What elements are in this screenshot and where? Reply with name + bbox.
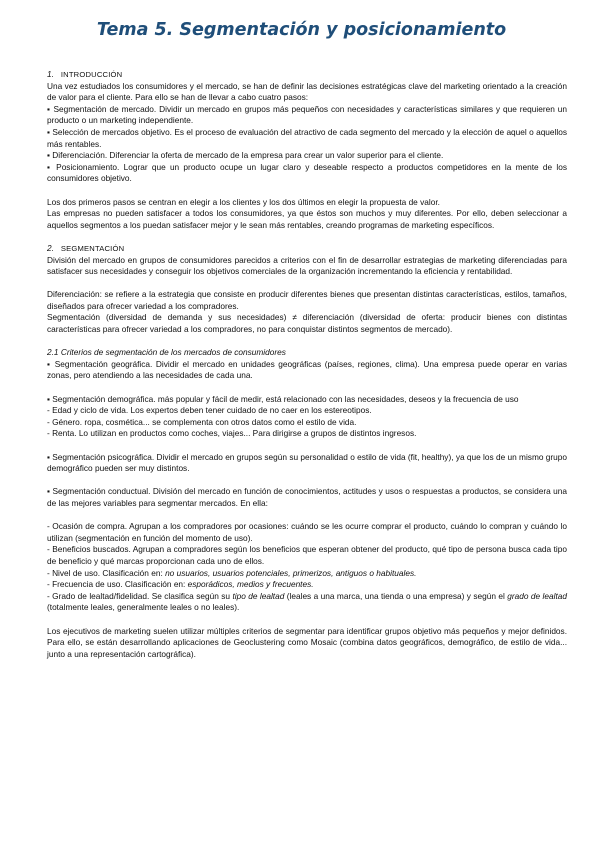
- section-heading-segmentacion: [47, 243, 567, 255]
- segmentacion-definition: División del mercado en grupos de consumidores parecidos a criterios con el fin de desarrollar estrategias de marketing diferenciadas para satisfacer sus necesidades y conseguir los objetivos comerciales de la organización incrementando la eficiencia y rentabilidad.: [47, 254, 567, 277]
- demo-item-renta: - Renta. Lo utilizan en productos como coches, viajes... Para dirigirse a grupos de distintos ingresos.: [47, 428, 417, 439]
- spacer: [47, 382, 567, 394]
- cond-item-frecuencia: [47, 579, 567, 591]
- spacer: [47, 185, 567, 197]
- cond-item-beneficios: - Beneficios buscados. Agrupan a compradores según los beneficios que esperan obtener del producto, qué tipo de persona busca cada tipo de beneficio y qué marcas proporcionan cada uno de ellos.: [47, 544, 567, 566]
- segmentacion-vs-diferenciacion: Segmentación (diversidad de demanda y sus necesidades) ≠ diferenciación (diversidad de oferta: producir bienes con distintas características para ofrecer variedad a los compradores, no para conquistar distintos segmentos de mercado).: [47, 312, 567, 335]
- bullet-posicionamiento: ▪ Posicionamiento. Lograr que un producto ocupe un lugar claro y deseable respecto a productos competidores en la mente de los consumidores objetivo.: [47, 161, 567, 184]
- document-title: Tema 5. Segmentación y posicionamiento: [96, 20, 507, 40]
- cond-label: - Frecuencia de uso. Clasificación en:: [47, 579, 188, 590]
- section-number: 2.: [47, 242, 54, 253]
- spacer: [47, 510, 567, 522]
- cond-item-lealtad: [47, 591, 567, 614]
- final-paragraph: Los ejecutivos de marketing suelen utilizar múltiples criterios de segmentar para identificar grupos objetivo más pequeños y mejor definidos. Para ello, se están desarrollando aplicaciones de Geoclustering como Mosaic (combina datos geográficos, demográfico, de estilo de vida... junto a una representación cartográfica).: [47, 625, 567, 659]
- cond-text: (totalmente leales, generalmente leales o no leales).: [47, 602, 240, 613]
- bullet-conductual: ▪ Segmentación conductual. División del mercado en función de conocimientos, actitudes y usos o respuestas a productos, se considera una de las mejores variables para segmentar mercados. En ella:: [47, 486, 567, 508]
- demo-item-genero: - Género. ropa, cosmética... se complementa con otros datos como el estilo de vida.: [47, 416, 357, 427]
- demo-item-edad: - Edad y ciclo de vida. Los expertos deben tener cuidado de no caer en los estereotipos.: [47, 405, 372, 416]
- bullet-diferenciacion: ▪ Diferenciación. Diferenciar la oferta de mercado de la empresa para crear un valor superior para el cliente.: [47, 150, 444, 161]
- paragraph-empresas: Las empresas no pueden satisfacer a todos los consumidores, ya que éstos son muchos y muy diferentes. Por ello, deben seleccionar a aquellos segmentos a los puedan satisfacer mejor y le sean más rentables, creando programas de marketing específicos.: [47, 208, 567, 230]
- bullet-psicografica: ▪ Segmentación psicográfica. Dividir el mercado en grupos según su personalidad o estilo de vida (fit, healthy), ya que los de un mismo grupo demográfico pueden ser muy distintos.: [47, 451, 567, 474]
- spacer: [47, 231, 567, 243]
- cond-label: - Nivel de uso. Clasificación en:: [47, 567, 166, 578]
- paragraph-pasos: Los dos primeros pasos se centran en elegir a los clientes y los dos últimos en elegir la propuesta de valor.: [47, 196, 440, 207]
- bullet-geografica: ▪ Segmentación geográfica. Dividir el mercado en unidades geográficas (países, regiones, clima). Una empresa puede operar en varias zonas, pero atendiendo a las necesidades de cada una.: [47, 358, 567, 381]
- spacer: [47, 614, 567, 626]
- spacer: [47, 278, 567, 290]
- cond-item-ocasion: - Ocasión de compra. Agrupan a los compradores por ocasiones: cuándo se les ocurre comprar el producto, cuándo lo compran y cuándo lo utilizan (segmentación en función del momento de uso).: [47, 521, 567, 543]
- cond-item-nivel-uso: [47, 568, 567, 580]
- spacer: [47, 336, 567, 348]
- cond-values: no usuarios, usuarios potenciales, primerizos, antiguos o habituales.: [165, 567, 417, 578]
- subsection-heading: 2.1 Criterios de segmentación de los mercados de consumidores: [47, 347, 286, 358]
- spacer: [47, 475, 567, 487]
- section-heading-introduccion: [47, 69, 567, 81]
- cond-term: grado de lealtad: [507, 590, 568, 601]
- section-heading-text: SEGMENTACIÓN: [60, 243, 125, 253]
- bullet-segmentacion: ▪ Segmentación de mercado. Dividir un mercado en grupos más pequeños con necesidades y características similares y que requieren un producto o un marketing independiente.: [47, 103, 567, 126]
- document-body: [47, 69, 567, 660]
- cond-values: esporádicos, medios y frecuentes.: [187, 579, 314, 590]
- section-number: 1.: [47, 69, 54, 79]
- section-heading-text: INTRODUCCIÓN: [60, 70, 123, 79]
- cond-term: tipo de lealtad: [232, 590, 285, 601]
- cond-label: - Grado de lealtad/fidelidad. Se clasifica según su: [47, 590, 233, 601]
- bullet-seleccion: ▪ Selección de mercados objetivo. Es el proceso de evaluación del atractivo de cada segmento del mercado y la elección de aquel o aquellos más rentables.: [47, 126, 567, 149]
- spacer: [47, 440, 567, 452]
- intro-paragraph: Una vez estudiados los consumidores y el mercado, se han de definir las decisiones estratégicas clave del marketing orientado a la creación de valor para el cliente. Para ello se han de llevar a cabo cuatro pasos:: [47, 80, 567, 103]
- diferenciacion-definition: Diferenciación: se refiere a la estrategia que consiste en producir diferentes bienes que presentan distintas características, estilos, tamaños, diseñados para ofrecer variedad a los compradores.: [47, 289, 567, 311]
- cond-text: (leales a una marca, una tienda o una empresa) y según el: [284, 590, 508, 601]
- bullet-demografica: ▪ Segmentación demográfica. más popular y fácil de medir, está relacionado con las necesidades, deseos y la frecuencia de uso: [47, 393, 519, 404]
